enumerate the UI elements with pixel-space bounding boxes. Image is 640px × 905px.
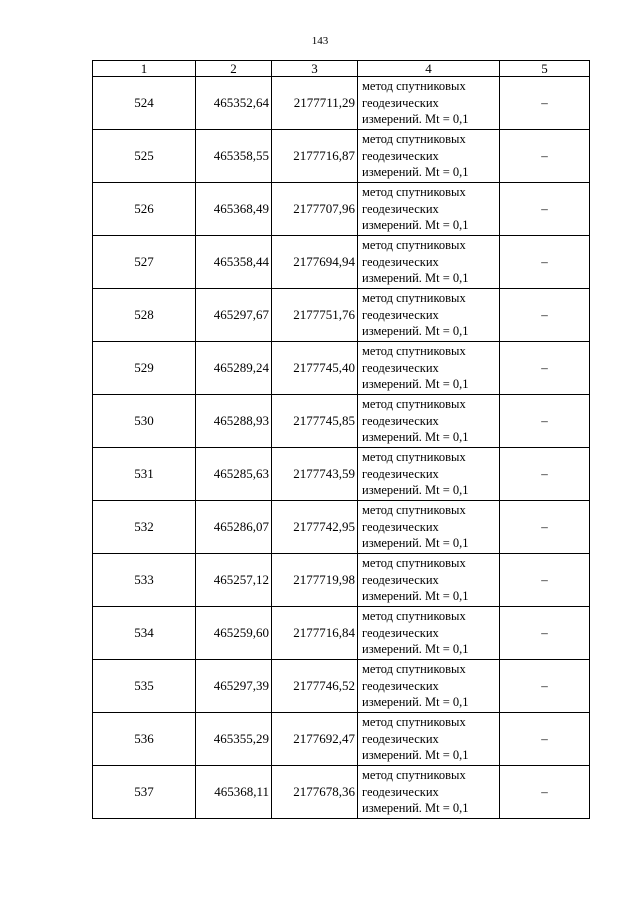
method-cell (358, 554, 500, 607)
method-line-1: метод спутниковых (362, 238, 466, 253)
x-coordinate-cell: 465257,12 (196, 554, 272, 607)
point-number-cell: 535 (93, 660, 196, 713)
x-coordinate-cell: 465352,64 (196, 77, 272, 130)
point-number-cell: 529 (93, 342, 196, 395)
method-cell (358, 766, 500, 819)
table-row (93, 501, 590, 554)
method-line-1: метод спутниковых (362, 344, 466, 359)
point-number-cell: 532 (93, 501, 196, 554)
note-cell: – (500, 342, 590, 395)
method-line-3: измерений. Mt = 0,1 (362, 324, 469, 339)
y-coordinate-cell: 2177743,59 (272, 448, 358, 501)
point-number-cell: 527 (93, 236, 196, 289)
method-line-3: измерений. Mt = 0,1 (362, 377, 469, 392)
point-number-cell: 534 (93, 607, 196, 660)
method-line-2: геодезических (362, 360, 439, 375)
note-cell: – (500, 713, 590, 766)
y-coordinate-cell: 2177745,85 (272, 395, 358, 448)
table-row (93, 77, 590, 130)
table-row (93, 554, 590, 607)
y-coordinate-cell: 2177711,29 (272, 77, 358, 130)
method-line-2: геодезических (362, 625, 439, 640)
method-line-1: метод спутниковых (362, 397, 466, 412)
point-number-cell: 533 (93, 554, 196, 607)
note-cell: – (500, 554, 590, 607)
method-line-2: геодезических (362, 307, 439, 322)
method-line-2: геодезических (362, 254, 439, 269)
method-line-3: измерений. Mt = 0,1 (362, 536, 469, 551)
point-number-cell: 530 (93, 395, 196, 448)
method-line-2: геодезических (362, 678, 439, 693)
method-line-3: измерений. Mt = 0,1 (362, 112, 469, 127)
method-line-3: измерений. Mt = 0,1 (362, 483, 469, 498)
method-cell (358, 289, 500, 342)
method-line-1: метод спутниковых (362, 291, 466, 306)
method-line-1: метод спутниковых (362, 662, 466, 677)
table-row (93, 766, 590, 819)
x-coordinate-cell: 465297,39 (196, 660, 272, 713)
point-number-cell: 526 (93, 183, 196, 236)
y-coordinate-cell: 2177746,52 (272, 660, 358, 713)
table-row (93, 395, 590, 448)
method-line-2: геодезических (362, 572, 439, 587)
x-coordinate-cell: 465358,55 (196, 130, 272, 183)
method-line-3: измерений. Mt = 0,1 (362, 218, 469, 233)
x-coordinate-cell: 465285,63 (196, 448, 272, 501)
note-cell: – (500, 130, 590, 183)
method-cell (358, 342, 500, 395)
x-coordinate-cell: 465286,07 (196, 501, 272, 554)
table-row (93, 183, 590, 236)
table-row (93, 236, 590, 289)
table-header-row (93, 61, 590, 77)
method-line-3: измерений. Mt = 0,1 (362, 589, 469, 604)
point-number-cell: 528 (93, 289, 196, 342)
method-line-2: геодезических (362, 148, 439, 163)
y-coordinate-cell: 2177707,96 (272, 183, 358, 236)
method-cell (358, 501, 500, 554)
note-cell: – (500, 289, 590, 342)
table-row (93, 448, 590, 501)
header-col-1: 1 (93, 61, 196, 77)
y-coordinate-cell: 2177692,47 (272, 713, 358, 766)
x-coordinate-cell: 465355,29 (196, 713, 272, 766)
note-cell: – (500, 236, 590, 289)
table-row (93, 342, 590, 395)
x-coordinate-cell: 465288,93 (196, 395, 272, 448)
y-coordinate-cell: 2177745,40 (272, 342, 358, 395)
header-col-2: 2 (196, 61, 272, 77)
y-coordinate-cell: 2177716,87 (272, 130, 358, 183)
header-col-3: 3 (272, 61, 358, 77)
method-line-3: измерений. Mt = 0,1 (362, 165, 469, 180)
method-line-1: метод спутниковых (362, 185, 466, 200)
method-cell (358, 395, 500, 448)
method-line-3: измерений. Mt = 0,1 (362, 801, 469, 816)
point-number-cell: 537 (93, 766, 196, 819)
method-cell (358, 77, 500, 130)
method-line-3: измерений. Mt = 0,1 (362, 695, 469, 710)
x-coordinate-cell: 465297,67 (196, 289, 272, 342)
table-row (93, 289, 590, 342)
method-line-1: метод спутниковых (362, 556, 466, 571)
method-line-1: метод спутниковых (362, 450, 466, 465)
note-cell: – (500, 448, 590, 501)
method-line-2: геодезических (362, 95, 439, 110)
point-number-cell: 525 (93, 130, 196, 183)
method-line-1: метод спутниковых (362, 609, 466, 624)
method-line-3: измерений. Mt = 0,1 (362, 430, 469, 445)
method-line-3: измерений. Mt = 0,1 (362, 642, 469, 657)
method-line-3: измерений. Mt = 0,1 (362, 271, 469, 286)
x-coordinate-cell: 465368,49 (196, 183, 272, 236)
note-cell: – (500, 501, 590, 554)
method-cell (358, 660, 500, 713)
x-coordinate-cell: 465368,11 (196, 766, 272, 819)
method-cell (358, 448, 500, 501)
page-number: 143 (311, 35, 329, 47)
method-cell (358, 713, 500, 766)
method-line-1: метод спутниковых (362, 768, 466, 783)
table-row (93, 607, 590, 660)
y-coordinate-cell: 2177694,94 (272, 236, 358, 289)
method-line-2: геодезических (362, 201, 439, 216)
point-number-cell: 524 (93, 77, 196, 130)
method-cell (358, 183, 500, 236)
point-number-cell: 536 (93, 713, 196, 766)
x-coordinate-cell: 465358,44 (196, 236, 272, 289)
header-col-5: 5 (500, 61, 590, 77)
table-row (93, 660, 590, 713)
coordinates-table (92, 60, 590, 819)
method-cell (358, 607, 500, 660)
method-line-2: геодезических (362, 784, 439, 799)
method-line-1: метод спутниковых (362, 79, 466, 94)
method-line-1: метод спутниковых (362, 503, 466, 518)
method-cell (358, 236, 500, 289)
y-coordinate-cell: 2177719,98 (272, 554, 358, 607)
note-cell: – (500, 660, 590, 713)
y-coordinate-cell: 2177742,95 (272, 501, 358, 554)
note-cell: – (500, 77, 590, 130)
method-line-2: геодезических (362, 413, 439, 428)
method-line-2: геодезических (362, 519, 439, 534)
x-coordinate-cell: 465289,24 (196, 342, 272, 395)
table-row (93, 130, 590, 183)
table-row (93, 713, 590, 766)
method-line-1: метод спутниковых (362, 715, 466, 730)
method-line-2: геодезических (362, 466, 439, 481)
y-coordinate-cell: 2177716,84 (272, 607, 358, 660)
method-line-2: геодезических (362, 731, 439, 746)
note-cell: – (500, 183, 590, 236)
note-cell: – (500, 766, 590, 819)
method-line-3: измерений. Mt = 0,1 (362, 748, 469, 763)
note-cell: – (500, 395, 590, 448)
method-cell (358, 130, 500, 183)
y-coordinate-cell: 2177751,76 (272, 289, 358, 342)
header-col-4: 4 (358, 61, 500, 77)
note-cell: – (500, 607, 590, 660)
x-coordinate-cell: 465259,60 (196, 607, 272, 660)
point-number-cell: 531 (93, 448, 196, 501)
y-coordinate-cell: 2177678,36 (272, 766, 358, 819)
method-line-1: метод спутниковых (362, 132, 466, 147)
